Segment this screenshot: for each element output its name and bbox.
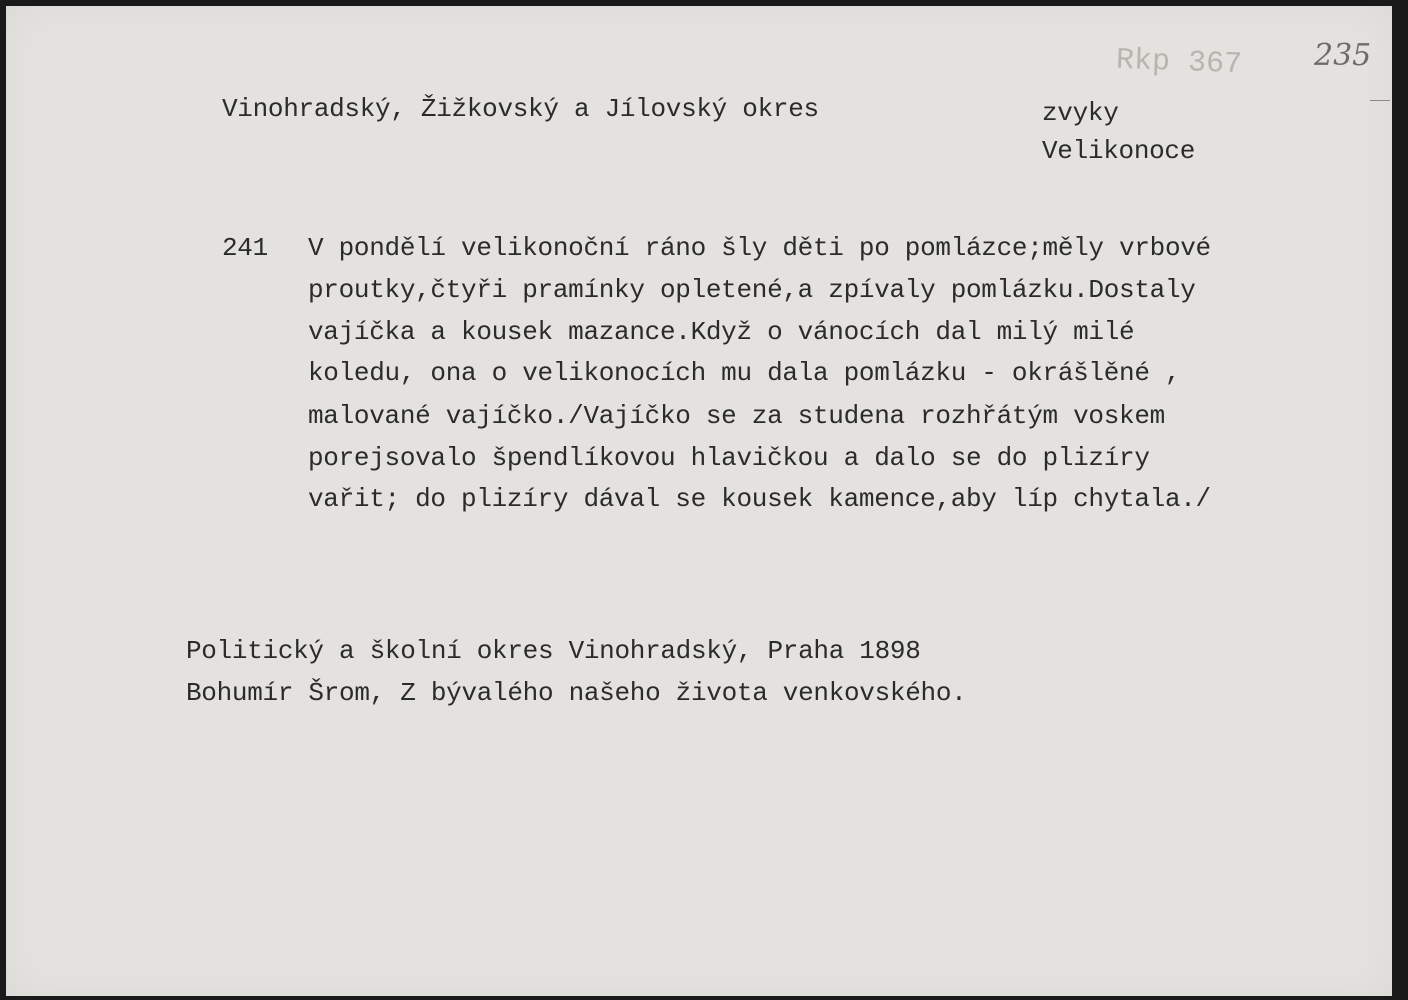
entry-line: vařit; do plizíry dával se kousek kamence,aby líp chytala./ bbox=[308, 484, 1211, 514]
entry-line: malované vajíčko./Vajíčko se za studena rozhřátým voskem bbox=[308, 401, 1165, 431]
category-label: zvyky bbox=[1042, 98, 1119, 128]
subcategory-label: Velikonoce bbox=[1042, 136, 1196, 166]
entry-number: 241 bbox=[222, 233, 268, 263]
entry-line: V pondělí velikonoční ráno šly děti po pomlázce;měly vrbové bbox=[308, 233, 1211, 263]
archive-stamp: Rkp 367 bbox=[1115, 43, 1243, 83]
source-line-1: Politický a školní okres Vinohradský, Praha 1898 bbox=[186, 636, 921, 666]
entry-line: porejsovalo špendlíkovou hlavičkou a dalo se do plizíry bbox=[308, 443, 1150, 473]
entry-line: koledu, ona o velikonocích mu dala pomlázku - okrášlěné , bbox=[308, 358, 1181, 388]
entry-line: vajíčka a kousek mazance.Když o vánocích dal milý milé bbox=[308, 317, 1135, 347]
source-line-2: Bohumír Šrom, Z bývalého našeho života venkovského. bbox=[186, 678, 967, 708]
entry-text bbox=[308, 235, 1368, 535]
entry-line: proutky,čtyři pramínky opletené,a zpívaly pomlázku.Dostaly bbox=[308, 275, 1196, 305]
archive-card bbox=[6, 6, 1392, 996]
folio-number: 235 bbox=[1314, 38, 1372, 73]
edge-mark bbox=[1370, 100, 1390, 101]
region-heading: Vinohradský, Žižkovský a Jílovský okres bbox=[222, 94, 819, 124]
